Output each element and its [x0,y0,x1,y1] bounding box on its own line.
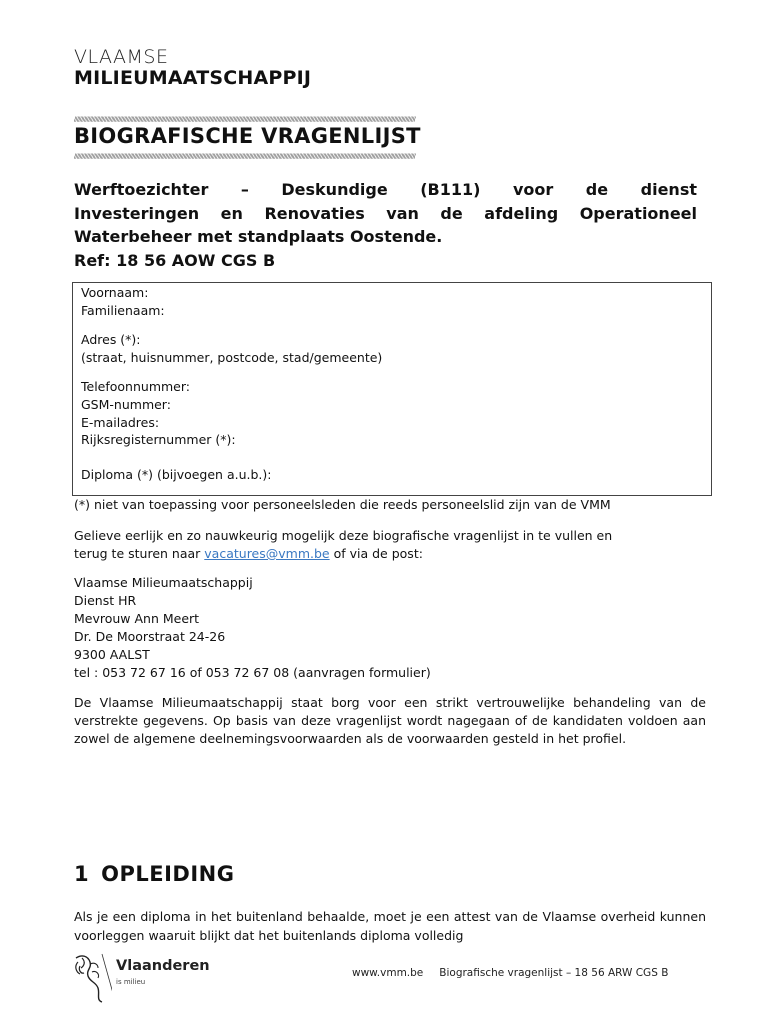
instructions-paragraph [74,527,706,563]
job-line-1: Werftoezichter – Deskundige (B111) voor de dienst [74,180,697,199]
address-org: Vlaamse Milieumaatschappij [74,575,253,590]
section-title: OPLEIDING [101,862,235,886]
instructions-line-2 [74,545,706,563]
lion-icon [72,952,112,1004]
postal-address [74,574,706,682]
job-heading [74,178,697,272]
section-text: Als je een diploma in het buitenland behaalde, moet je een attest van de Vlaamse overheid kunnen voorleggen waaruit blijkt dat het buitenlands diploma volledig [74,909,706,943]
field-rijksregister: Rijksregisternummer (*): [81,432,236,448]
address-city: 9300 AALST [74,647,150,662]
field-diploma: Diploma (*) (bijvoegen a.u.b.): [81,466,272,482]
address-person: Mevrouw Ann Meert [74,611,200,626]
organization-logo [74,48,311,88]
field-adres-hint: (straat, huisnummer, postcode, stad/gemeente) [81,349,383,365]
field-email: E-mailadres: [81,414,160,430]
instructions-text: terug te sturen naar [74,546,205,561]
address-street: Dr. De Moorstraat 24-26 [74,629,226,644]
address-tel: tel : 053 72 67 16 of 053 72 67 08 (aanvragen formulier) [74,665,431,680]
personal-info-box [72,282,712,496]
address-dept: Dienst HR [74,593,137,608]
footer-brand-sub: is milieu [116,978,146,986]
field-gsm: GSM-nummer: [81,396,171,412]
org-name-line2: MILIEUMAATSCHAPPIJ [74,67,312,89]
slash-rule-bottom: //////////////////////////////////////////////////////////////////////////////////////////////////////////////////////////////////////////////////////////////////////////////////////////////////////////////////////////////////////////////// [74,153,416,160]
footer-website[interactable]: www.vmm.be [352,967,424,979]
page-title: BIOGRAFISCHE VRAGENLIJST [74,124,421,148]
privacy-paragraph: De Vlaamse Milieumaatschappij staat borg voor een strikt vertrouwelijke behandeling van de verstrekte gegevens. Op basis van deze vragenlijst wordt nagegaan of de kandidaten voldoen aan zowel de algemene deelnemingsvoorwaarden als de voorwaarden gesteld in het profiel. [74,695,706,746]
org-name-line1: VLAAMSE [74,46,169,68]
instructions-text-end: of via de post: [329,546,423,561]
field-adres: Adres (*): [81,332,141,348]
instructions-line-1: Gelieve eerlijk en zo nauwkeurig mogelijk deze biografische vragenlijst in te vullen en [74,528,613,543]
section-heading-opleiding [74,862,234,886]
footer-doc-ref: Biografische vragenlijst – 18 56 ARW CGS B [439,967,669,979]
footnote: (*) niet van toepassing voor personeelsleden die reeds personeelslid zijn van de VMM [74,497,611,512]
job-line-3: Waterbeheer met standplaats Oostende. [74,227,443,246]
page-footer [352,967,668,979]
section-number: 1 [74,862,90,886]
email-link[interactable]: vacatures@vmm.be [204,546,330,561]
slash-rule-top: //////////////////////////////////////////////////////////////////////////////////////////////////////////////////////////////////////////////////////////////////////////////////////////////////////////////////////////////////////////////// [74,116,416,123]
job-reference: Ref: 18 56 AOW CGS B [74,250,276,270]
field-familienaam: Familienaam: [81,302,165,318]
field-telefoon: Telefoonnummer: [81,379,191,395]
vlaanderen-logo [72,952,222,1006]
footer-brand: Vlaanderen [116,958,210,974]
field-voornaam: Voornaam: [81,285,149,300]
job-line-2: Investeringen en Renovaties van de afdeling Operationeel [74,203,697,223]
